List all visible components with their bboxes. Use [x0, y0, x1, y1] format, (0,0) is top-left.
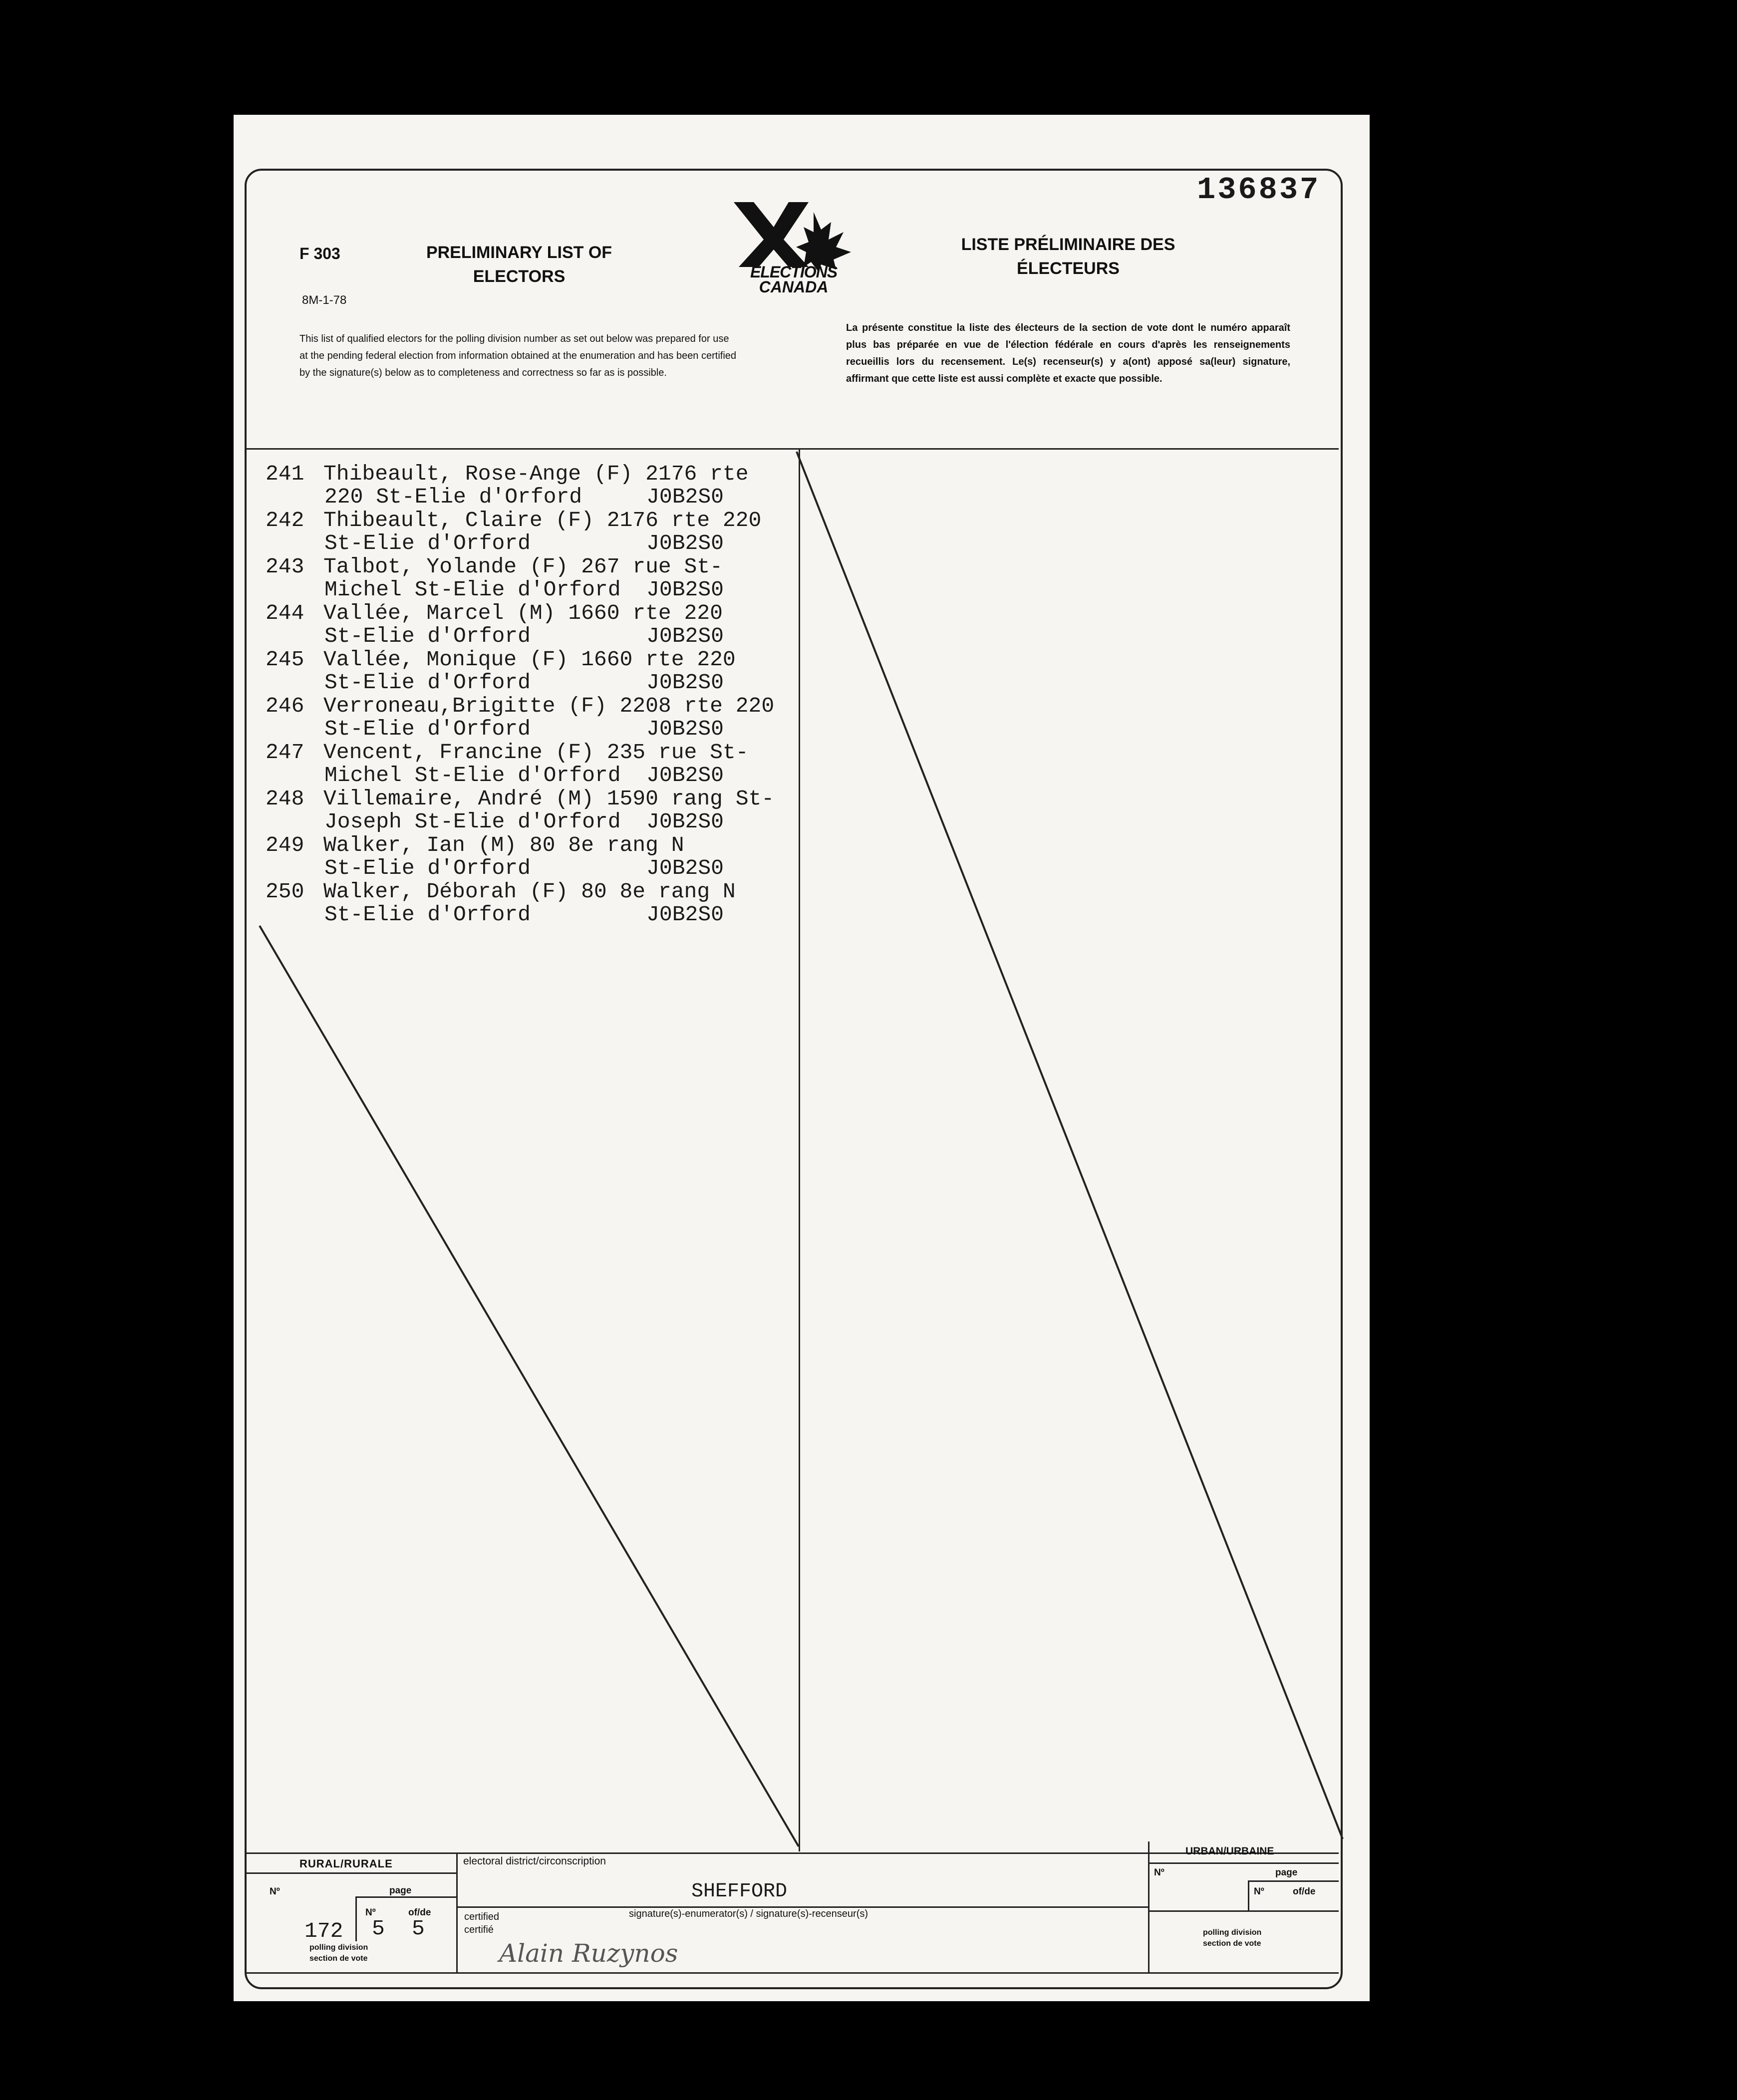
- entry-number: 250: [266, 879, 304, 904]
- entry-line2: St-Elie d'Orford J0B2S0: [324, 670, 724, 695]
- cancel-stroke-left: [260, 926, 799, 1846]
- rural-header-rule: [247, 1872, 456, 1874]
- urban-page-divider: [1248, 1880, 1249, 1910]
- polling-division-label-fr: section de vote: [309, 1954, 368, 1963]
- urban-page-no-label: Nº: [1254, 1886, 1264, 1897]
- rural-label: RURAL/RURALE: [299, 1857, 393, 1870]
- urban-page-of-label: of/de: [1293, 1886, 1316, 1897]
- urban-polling-label-en: polling division: [1203, 1928, 1262, 1937]
- entry-line2: St-Elie d'Orford J0B2S0: [324, 624, 724, 648]
- entry-number: 245: [266, 647, 304, 672]
- urban-page-rule: [1248, 1880, 1339, 1882]
- page-no-value: 5: [372, 1916, 385, 1941]
- entry-number: 246: [266, 694, 304, 718]
- title-french: LISTE PRÉLIMINAIRE DES ÉLECTEURS: [961, 235, 1175, 278]
- urban-no-label: Nº: [1154, 1867, 1164, 1878]
- list-item: [266, 694, 775, 741]
- division-no-label: Nº: [270, 1886, 280, 1897]
- entry-line1: Thibeault, Claire (F) 2176 rte 220: [323, 508, 762, 532]
- entry-line1: Thibeault, Rose-Ange (F) 2176 rte: [323, 462, 749, 486]
- footer-divider-left: [456, 1852, 458, 1972]
- urban-label: URBAN/URBAINE: [1185, 1845, 1274, 1857]
- cancel-stroke-right: [797, 452, 1343, 1839]
- serial-number: 136837: [1197, 172, 1321, 208]
- entry-number: 242: [266, 508, 304, 532]
- page-no-label: Nº: [365, 1907, 376, 1918]
- entry-line2: St-Elie d'Orford J0B2S0: [324, 902, 724, 927]
- entry-line2: St-Elie d'Orford J0B2S0: [324, 856, 724, 880]
- form-date: 8M-1-78: [302, 293, 347, 307]
- list-item: [266, 508, 762, 555]
- description-french: La présente constitue la liste des électeurs de la section de vote dont le numéro apparaît plus bas préparée en vue de l'élection fédérale en cours d'après les renseignements recueillis lors du recensement. Le(s) recenseur(s) y a(ont) apposé sa(leur) signature, affirmant que cette liste est aussi complète et exacte que possible.: [846, 322, 1290, 384]
- certified-label-fr: certifié: [464, 1924, 494, 1935]
- page-of-label: of/de: [408, 1907, 431, 1918]
- logo-text-elections: ELECTIONS: [750, 263, 838, 281]
- urban-box-rule: [1148, 1910, 1339, 1912]
- form-number: F 303: [299, 245, 340, 262]
- description-english: This list of qualified electors for the polling division number as set out below was prepared for use at the pending federal election from information obtained at the enumeration and has been certified by the signature(s) below as to completeness and correctness so far as is possible.: [299, 333, 737, 378]
- list-item: [266, 601, 724, 648]
- page-cell-rule: [355, 1896, 456, 1898]
- urban-page-label: page: [1275, 1867, 1298, 1878]
- entry-line1: Vencent, Francine (F) 235 rue St-: [323, 740, 749, 765]
- list-item: [266, 879, 736, 927]
- entry-line2: Joseph St-Elie d'Orford J0B2S0: [324, 809, 724, 834]
- urban-polling-label-fr: section de vote: [1203, 1939, 1261, 1948]
- list-item: [266, 554, 724, 602]
- entry-number: 243: [266, 554, 304, 579]
- entry-line1: Vallée, Monique (F) 1660 rte 220: [323, 647, 736, 672]
- district-label: electoral district/circonscription: [463, 1855, 606, 1867]
- footer-bottom-rule: [247, 1972, 1339, 1974]
- list-item: [266, 462, 749, 509]
- certified-label-en: certified: [464, 1911, 500, 1922]
- enumerator-signature: Alain Ruzynos: [499, 1939, 678, 1968]
- entry-line1: Walker, Déborah (F) 80 8e rang N: [323, 879, 736, 904]
- entry-line2: St-Elie d'Orford J0B2S0: [324, 531, 724, 555]
- entry-line1: Walker, Ian (M) 80 8e rang N: [323, 833, 684, 857]
- entry-number: 249: [266, 833, 304, 857]
- logo-text-canada: CANADA: [759, 278, 829, 296]
- entry-line1: Villemaire, André (M) 1590 rang St-: [323, 787, 775, 811]
- list-item: [266, 787, 775, 834]
- entry-number: 248: [266, 787, 304, 811]
- footer-divider-right: [1148, 1841, 1150, 1972]
- entry-number: 244: [266, 601, 304, 625]
- entry-line1: Vallée, Marcel (M) 1660 rte 220: [323, 601, 723, 625]
- entry-line1: Verroneau,Brigitte (F) 2208 rte 220: [323, 694, 775, 718]
- list-item: [266, 647, 736, 695]
- division-no-value: 172: [304, 1919, 343, 1943]
- entry-line2: Michel St-Elie d'Orford J0B2S0: [324, 763, 724, 788]
- list-item: [266, 833, 724, 880]
- title-english: PRELIMINARY LIST OF ELECTORS: [426, 243, 612, 286]
- entry-line2: St-Elie d'Orford J0B2S0: [324, 717, 724, 741]
- page-cell-divider: [355, 1896, 357, 1941]
- polling-division-label-en: polling division: [309, 1943, 368, 1952]
- district-rule: [456, 1906, 1148, 1908]
- entry-line2: Michel St-Elie d'Orford J0B2S0: [324, 577, 724, 602]
- page-label: page: [389, 1885, 412, 1896]
- entry-line1: Talbot, Yolande (F) 267 rue St-: [323, 554, 723, 579]
- district-value: SHEFFORD: [691, 1880, 788, 1903]
- signature-label: signature(s)-enumerator(s) / signature(s)-recenseur(s): [629, 1908, 868, 1919]
- entry-number: 247: [266, 740, 304, 765]
- list-item: [266, 740, 749, 788]
- entry-line2: 220 St-Elie d'Orford J0B2S0: [324, 485, 724, 509]
- page-of-value: 5: [412, 1916, 425, 1941]
- urban-header-rule: [1148, 1862, 1339, 1864]
- entry-number: 241: [266, 462, 304, 486]
- footer-top-rule: [247, 1852, 1339, 1854]
